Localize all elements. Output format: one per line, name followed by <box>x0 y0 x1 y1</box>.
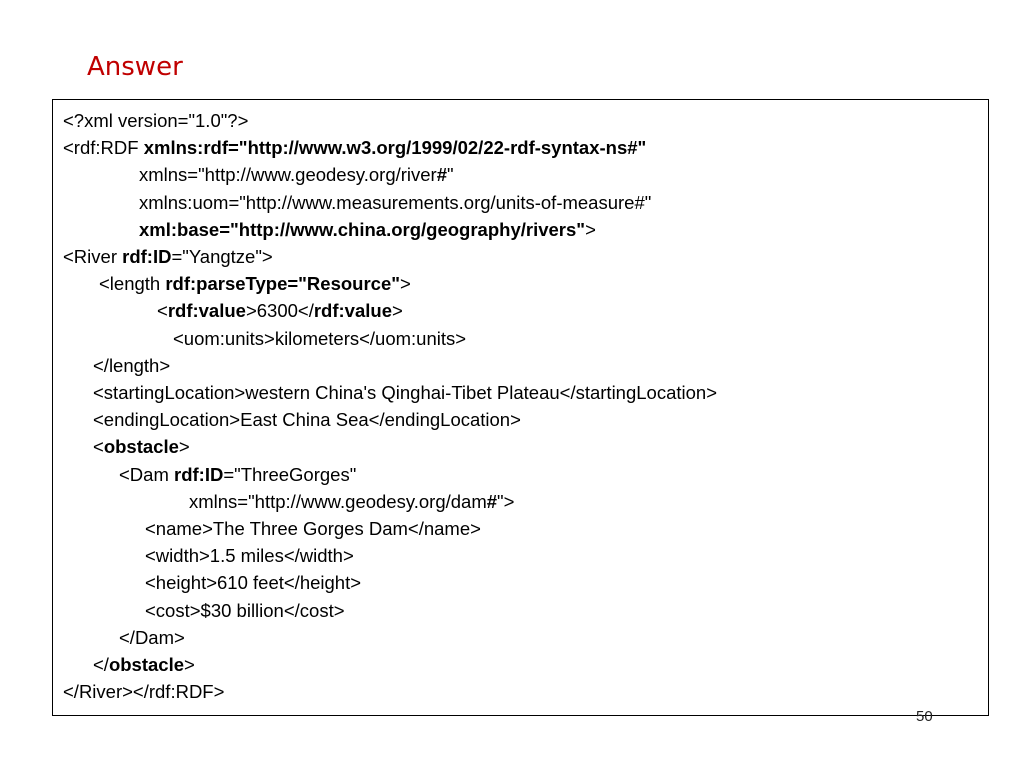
code-fragment: <?xml version="1.0"?> <box>63 110 249 131</box>
code-line <box>145 597 345 624</box>
code-line <box>93 379 717 406</box>
code-fragment: >6300</ <box>245 300 314 322</box>
code-line <box>119 624 185 651</box>
code-bold-fragment: rdf:value <box>167 300 246 322</box>
xml-code-box <box>52 99 989 716</box>
code-fragment: <height>610 feet</height> <box>145 572 362 594</box>
code-fragment: <rdf:RDF <box>63 137 144 159</box>
code-line <box>145 515 481 542</box>
code-bold-fragment: rdf:ID <box>122 246 172 267</box>
code-fragment: > <box>400 273 411 295</box>
code-fragment: > <box>178 436 190 458</box>
code-fragment: <River <box>63 246 123 267</box>
code-fragment: </ <box>93 654 109 675</box>
code-fragment: <length <box>99 273 166 295</box>
code-fragment: <name>The Three Gorges Dam</name> <box>145 518 481 539</box>
code-line <box>93 406 521 433</box>
code-fragment: > <box>392 300 403 322</box>
code-line <box>189 488 514 515</box>
code-fragment: "> <box>497 490 515 512</box>
code-bold-fragment: xml:base="http://www.china.org/geography/rivers" <box>139 218 586 240</box>
code-line <box>157 297 403 324</box>
code-line <box>93 352 170 379</box>
code-bold-fragment: xmlns:rdf="http://www.w3.org/1999/02/22-rdf-syntax-ns#" <box>143 137 647 159</box>
code-fragment: ="Yangtze"> <box>171 246 273 267</box>
code-line <box>119 461 356 488</box>
code-fragment: <uom:units>kilometers</uom:units> <box>173 327 467 349</box>
code-fragment: < <box>157 300 168 322</box>
slide-title: Answer <box>87 52 183 82</box>
code-line <box>93 433 190 460</box>
code-bold-fragment: rdf:value <box>313 300 392 322</box>
code-fragment: xmlns="http://www.geodesy.org/river <box>139 164 437 186</box>
code-fragment: ="ThreeGorges" <box>223 463 357 485</box>
code-line <box>99 270 411 297</box>
code-fragment: </length> <box>93 354 171 376</box>
code-line <box>139 189 651 216</box>
code-line <box>63 243 273 270</box>
code-bold-fragment: rdf:parseType="Resource" <box>165 273 401 295</box>
code-line <box>139 216 596 243</box>
code-line <box>63 134 646 161</box>
code-line <box>145 542 354 569</box>
code-fragment: > <box>585 218 596 240</box>
code-bold-fragment: # <box>486 490 498 512</box>
code-line <box>145 569 361 596</box>
code-fragment: < <box>93 436 104 458</box>
code-bold-fragment: obstacle <box>103 436 179 458</box>
code-fragment: <Dam <box>119 463 175 485</box>
code-fragment: <width>1.5 miles</width> <box>145 545 354 567</box>
code-fragment: " <box>447 164 454 186</box>
code-line <box>173 325 466 352</box>
page-number: 50 <box>916 708 933 725</box>
code-bold-fragment: # <box>436 164 448 186</box>
code-fragment: <endingLocation>East China Sea</endingLocation> <box>93 409 521 431</box>
code-bold-fragment: obstacle <box>108 654 185 675</box>
code-line <box>63 107 248 134</box>
code-fragment: </Dam> <box>119 626 185 648</box>
code-fragment: <cost>$30 billion</cost> <box>145 599 345 621</box>
code-line <box>63 678 224 705</box>
code-bold-fragment: rdf:ID <box>174 463 224 485</box>
code-fragment: <startingLocation>western China's Qinghai-Tibet Plateau</startingLocation> <box>93 382 718 403</box>
code-line <box>139 161 454 188</box>
code-fragment: xmlns="http://www.geodesy.org/dam <box>189 490 487 512</box>
code-fragment: xmlns:uom="http://www.measurements.org/units-of-measure#" <box>139 191 652 213</box>
code-fragment: </River></rdf:RDF> <box>63 681 225 703</box>
code-fragment: > <box>184 654 195 675</box>
code-line <box>93 651 195 678</box>
